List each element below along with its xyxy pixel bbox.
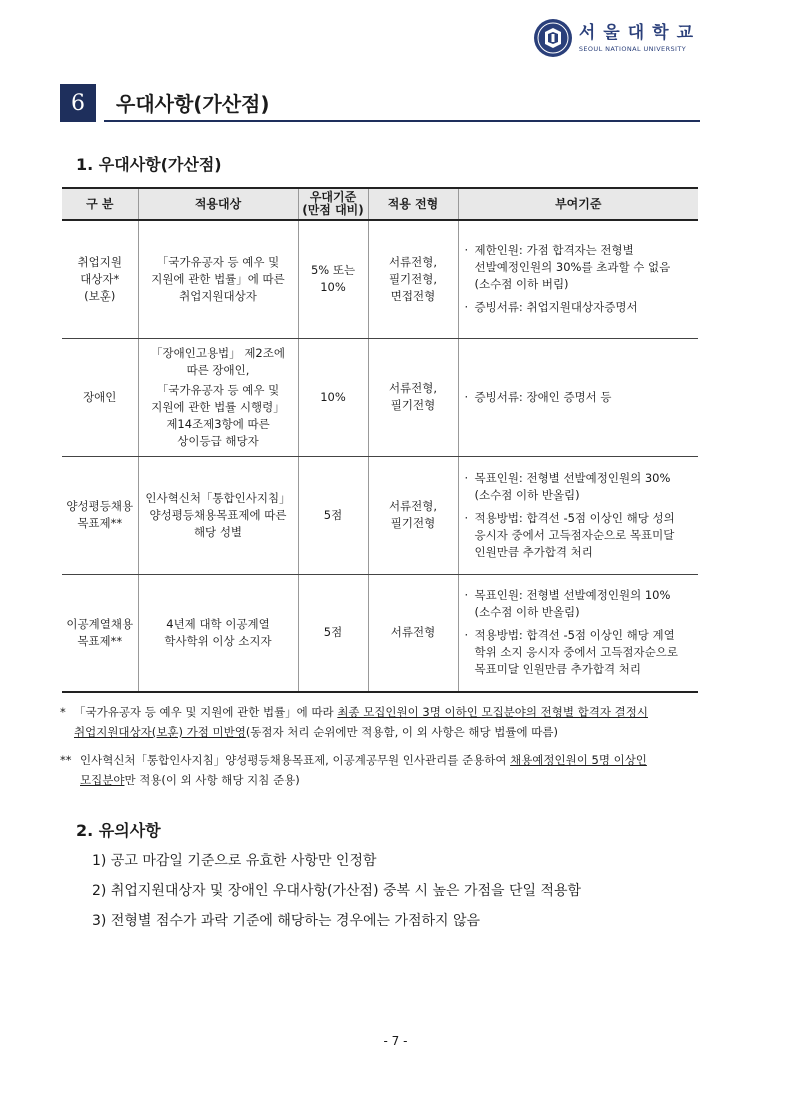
cell-line: 지원에 관한 법률 시행령」 (151, 399, 285, 414)
cell-criteria (458, 574, 698, 692)
table-row (62, 220, 698, 338)
table-row (62, 338, 698, 456)
footnote-text: 「국가유공자 등 예우 및 지원에 관한 법률」에 따라 (74, 705, 338, 719)
cell-line: 10% (320, 280, 346, 295)
cell-line: 증빙서류: 장애인 증명서 등 (474, 389, 612, 404)
table-row (62, 456, 698, 574)
footnote-underline: 모집분야 (80, 773, 125, 787)
cell-line: 10% (320, 389, 346, 404)
target-paragraph (142, 616, 295, 650)
criteria-text (475, 587, 671, 621)
cell-target (138, 574, 298, 692)
subsection-title-1: 1. 우대사항(가산점) (76, 155, 222, 174)
cell-line: (보훈) (84, 288, 116, 303)
cell-line: 인원만큼 추가합격 처리 (474, 544, 593, 559)
bullet-mark: · (464, 510, 469, 525)
cell-category (62, 574, 138, 692)
criteria-text (475, 242, 671, 293)
footnote-text: (동점자 처리 순위에만 적용함, 이 외 사항은 해당 법률에 따름) (245, 725, 558, 739)
bullet-mark: · (464, 389, 469, 404)
cell-target (138, 456, 298, 574)
bullet-mark: · (464, 628, 469, 643)
cell-stage (368, 456, 458, 574)
cell-line: 학위 소지 응시자 중에서 고득점자순으로 (474, 645, 678, 660)
footnote-mark: ** (60, 753, 72, 767)
cell-target (138, 220, 298, 338)
header-standard-line1: 우대기준 (309, 190, 357, 204)
cell-line: 목표제** (77, 516, 123, 530)
cell-category (62, 456, 138, 574)
cell-line: 해당 성별 (193, 524, 243, 539)
cell-standard (298, 456, 368, 574)
header-stage: 적용 전형 (368, 188, 458, 220)
snu-emblem-icon (533, 18, 573, 58)
cell-line: 적용방법: 합격선 -5점 이상인 해당 계열 (474, 628, 675, 643)
cell-criteria (458, 456, 698, 574)
cell-category (62, 220, 138, 338)
cell-standard (298, 220, 368, 338)
section-title: 우대사항(가산점) (116, 92, 270, 116)
footnote-text: 만 적용(이 외 사항 해당 지침 준용) (124, 773, 300, 787)
cell-line: (소수점 이하 반올림) (474, 605, 580, 620)
table-header-row (62, 188, 698, 220)
cell-category (62, 338, 138, 456)
cell-line: 서류전형, (388, 381, 438, 395)
footnote-veterans (60, 702, 704, 742)
cell-standard (298, 574, 368, 692)
header-standard (298, 188, 368, 220)
cell-standard (298, 338, 368, 456)
cell-line: 인사혁신처「통합인사지침」 (145, 490, 291, 505)
cell-line: (소수점 이하 반올림) (474, 487, 580, 502)
cell-line: 서류전형, (388, 499, 438, 513)
logo-english-name: SEOUL NATIONAL UNIVERSITY (578, 45, 687, 53)
logo-korean-name: 서울대학교 (578, 23, 701, 43)
notice-item: 3) 전형별 점수가 과락 기준에 해당하는 경우에는 가점하지 않음 (92, 913, 481, 929)
cell-criteria (458, 338, 698, 456)
footnote-targets (60, 750, 704, 790)
cell-criteria (458, 220, 698, 338)
footnote-underline: 취업지원대상자(보훈) 가점 미반영 (74, 725, 246, 739)
bullet-mark: · (464, 243, 469, 258)
cell-line: 면접전형 (390, 288, 436, 303)
cell-line: 지원에 관한 법률」에 따른 (151, 271, 285, 286)
cell-line: 서류전형 (390, 625, 436, 640)
cell-target (138, 338, 298, 456)
target-paragraph (142, 382, 295, 450)
cell-stage (368, 574, 458, 692)
cell-line: 목표인원: 전형별 선발예정인원의 10% (474, 588, 671, 603)
criteria-item (465, 389, 696, 406)
cell-line: 필기전형 (390, 398, 436, 412)
cell-line: 「장애인고용법」 제2조에 (151, 345, 285, 360)
cell-line: 증빙서류: 취업지원대상자증명서 (474, 300, 638, 315)
target-paragraph (142, 490, 295, 541)
target-paragraph (142, 345, 295, 379)
preference-table (62, 187, 698, 693)
cell-line: 적용방법: 합격선 -5점 이상인 해당 성의 (474, 510, 675, 525)
criteria-item (465, 627, 696, 678)
table-row (62, 574, 698, 692)
university-logo (533, 18, 701, 58)
cell-line: 5% 또는 (310, 263, 356, 278)
criteria-item (465, 510, 696, 561)
criteria-item (465, 242, 696, 293)
cell-line: 제14조제3항에 따른 (166, 416, 270, 431)
cell-line: 5점 (323, 507, 343, 522)
criteria-item (465, 587, 696, 621)
cell-line: 선발예정인원의 30%를 초과할 수 없음 (474, 260, 671, 275)
cell-stage (368, 338, 458, 456)
bullet-mark: · (464, 300, 469, 315)
section-divider (104, 120, 700, 122)
cell-line: 양성평등채용목표제에 따른 (149, 507, 287, 522)
footnote-underline: 최종 모집인원이 3명 이하인 모집분야의 전형별 합격자 결정시 (337, 705, 648, 719)
cell-line: 4년제 대학 이공계열 (166, 616, 270, 631)
header-category: 구 분 (62, 188, 138, 220)
cell-line: 필기전형, (388, 271, 438, 286)
cell-line: 취업지원대상자 (179, 288, 257, 303)
criteria-item (465, 470, 696, 504)
subsection-title-2: 2. 유의사항 (76, 821, 161, 840)
footnote-mark: * (60, 705, 66, 719)
footnote-underline: 채용예정인원이 5명 이상인 (510, 753, 647, 767)
cell-line: 목표미달 인원만큼 추가합격 처리 (474, 662, 641, 677)
cell-line: 목표인원: 전형별 선발예정인원의 30% (474, 470, 671, 485)
section-number: 6 (60, 84, 96, 122)
header-target: 적용대상 (138, 188, 298, 220)
cell-line: 제한인원: 가점 합격자는 전형별 (474, 243, 634, 258)
page-number: - 7 - (383, 1034, 408, 1048)
cell-line: 따른 장애인, (186, 362, 250, 377)
cell-line: 장애인 (83, 389, 117, 404)
criteria-text (475, 627, 678, 678)
cell-line: 이공계열채용 (66, 616, 134, 631)
criteria-text (475, 389, 612, 406)
cell-line: 목표제** (77, 633, 123, 648)
cell-line: 서류전형, (388, 254, 438, 269)
footnote-text: 인사혁신처「통합인사지침」양성평등채용목표제, 이공계공무원 인사관리를 준용하여 (80, 753, 511, 767)
criteria-item (465, 299, 696, 316)
criteria-text (475, 470, 671, 504)
bullet-mark: · (464, 588, 469, 603)
criteria-text (475, 299, 638, 316)
cell-line: 학사학위 이상 소지자 (164, 633, 272, 648)
cell-line: 양성평등채용 (66, 499, 134, 513)
header-standard-line2: (만점 대비) (302, 203, 364, 217)
target-paragraph (142, 254, 295, 305)
criteria-text (475, 510, 675, 561)
bullet-mark: · (464, 470, 469, 485)
header-criteria: 부여기준 (458, 188, 698, 220)
cell-line: 「국가유공자 등 예우 및 (156, 382, 280, 397)
cell-line: 필기전형 (390, 516, 436, 530)
cell-line: 5점 (323, 625, 343, 640)
notice-item: 2) 취업지원대상자 및 장애인 우대사항(가산점) 중복 시 높은 가점을 단일 적용함 (92, 883, 582, 899)
cell-line: 취업지원 (77, 254, 122, 269)
cell-line: 「국가유공자 등 예우 및 (156, 254, 280, 269)
cell-stage (368, 220, 458, 338)
cell-line: 대상자* (80, 271, 120, 286)
cell-line: 응시자 중에서 고득점자순으로 목표미달 (474, 527, 675, 542)
cell-line: (소수점 이하 버림) (474, 277, 569, 292)
notice-item: 1) 공고 마감일 기준으로 유효한 사항만 인정함 (92, 853, 377, 869)
cell-line: 상이등급 해당자 (177, 433, 259, 448)
